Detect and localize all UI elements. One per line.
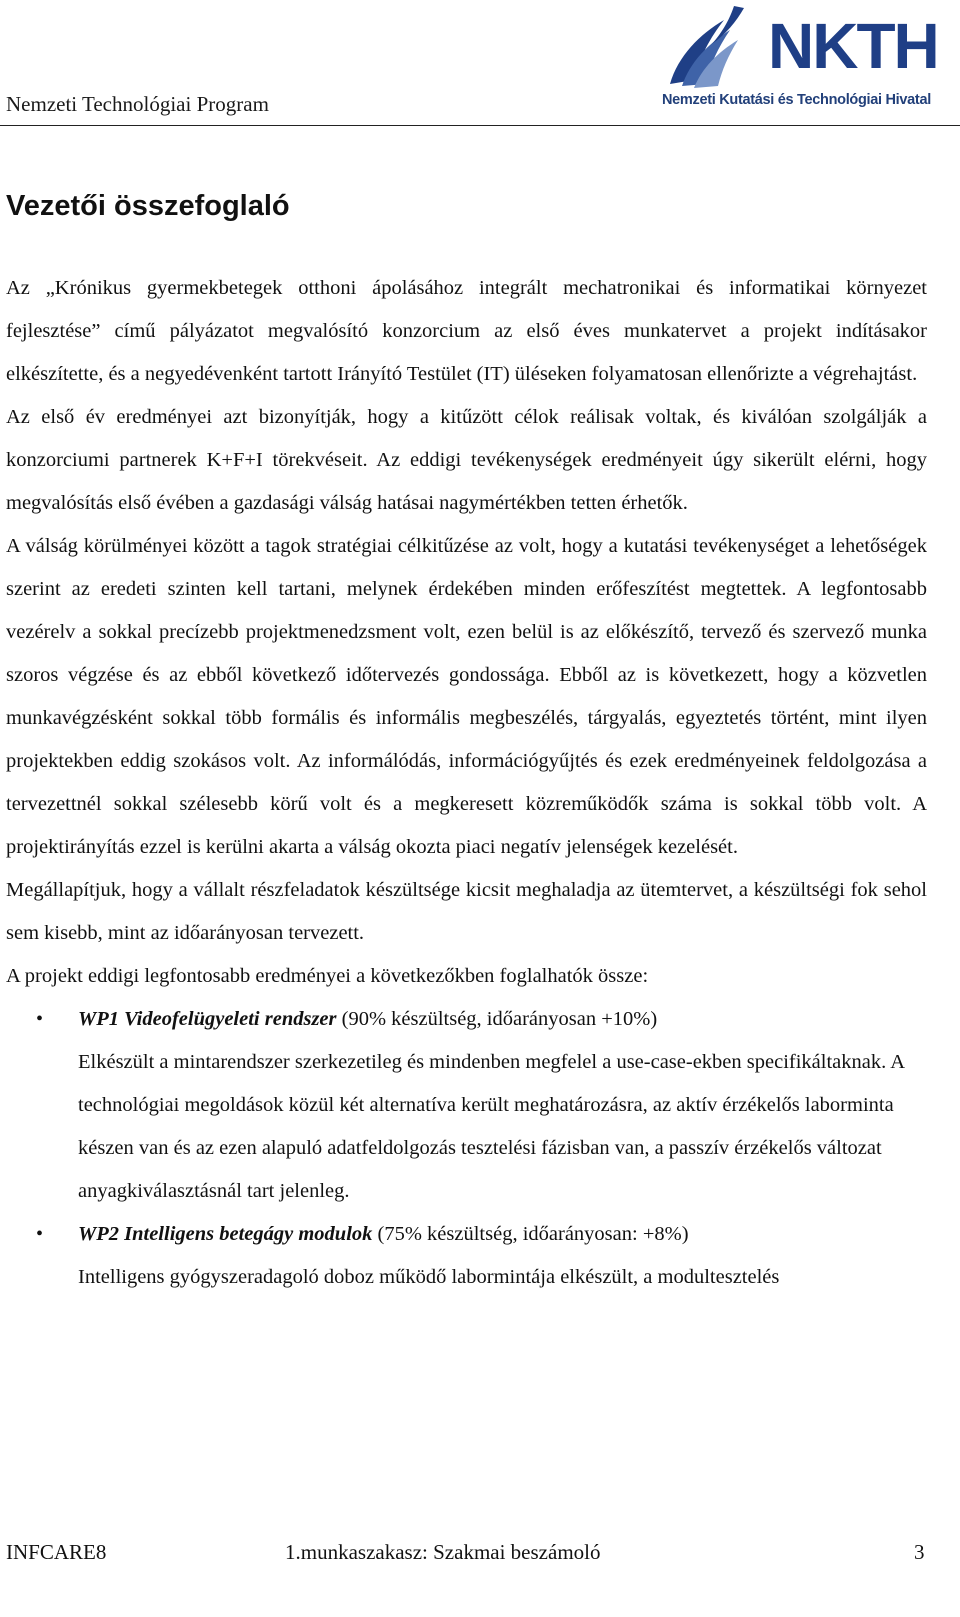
wp-description: Elkészült a mintarendszer szerkezetileg és mindenben megfelel a use-case-ekben specifikáltaknak. A technológiai megoldások közül két alternatíva került meghatározásra, az aktív érzékelős laborminta készen van és az ezen alapuló adatfeldolgozás tesztelési fázisban van, a passzív érzékelős változat anyagkiválasztásnál tart jelenleg. [78, 1051, 904, 1202]
wp-title: WP2 Intelligens betegágy modulok [78, 1223, 373, 1245]
paragraph-summary-lead: A projekt eddigi legfontosabb eredményei a következőkben foglalhatók össze: [6, 965, 649, 987]
paragraph-crisis: A válság körülményei között a tagok stratégiai célkitűzése az volt, hogy a kutatási tevékenységet a lehetőségek szerint az eredeti szinten kell tartani, melynek érdekében minden erőfeszítést megtettek. A legfontosabb vezérelv a sokkal precízebb projektmenedzsment volt, ezen belül is az előkészítő, tervező és szervező munka szoros végzése és az ebből következő időtervezés gondossága. Ebből az is következett, hogy a közvetlen munkavégzésként sokkal több formális és informális megbeszélés, tárgyalás, egyeztetés történt, mint ilyen projektekben eddig szokásos volt. Az informálódás, információgyűjtés és ezek eredményeinek feldolgozása a tervezettnél sokkal szélesebb körű volt és a megkeresett közreműködők száma is sokkal több volt. A projektirányítás ezzel is kerülni akarta a válság okozta piaci negatív jelenségek kezelését. [6, 535, 927, 858]
bullet-icon: • [36, 1008, 44, 1030]
paragraph-intro: Az „Krónikus gyermekbetegek otthoni ápolásához integrált mechatronikai és informatikai környezet fejlesztése” című pályázatot megvalósító konzorcium az első éves munkatervet a projekt indításakor elkészítette, és a negyedévenként tartott Irányító Testület (IT) üléseken folyamatosan ellenőrizte a végrehajtást. [6, 277, 927, 385]
wp-heading-line [78, 1213, 927, 1256]
wp-status: (90% készültség, időarányosan +10%) [336, 1008, 658, 1030]
logo-subtitle: Nemzeti Kutatási és Technológiai Hivatal [662, 92, 931, 108]
wp-title: WP1 Videofelügyeleti rendszer [78, 1008, 337, 1030]
list-item [6, 1213, 927, 1299]
wp-status: (75% készültség, időarányosan: +8%) [372, 1223, 689, 1245]
footer-project-code: INFCARE8 [6, 1540, 107, 1564]
wp-heading-line [78, 998, 927, 1041]
document-body [6, 267, 927, 1299]
header-title: Nemzeti Technológiai Program [6, 92, 269, 116]
list-item [6, 998, 927, 1213]
paragraph-results: Az első év eredményei azt bizonyítják, hogy a kitűzött célok reálisak voltak, és kiválóan szolgálják a konzorciumi partnerek K+F+I törekvéseit. Az eddigi tevékenységek eredményeit úgy sikerült elérni, hogy megvalósítás első évében a gazdasági válság hatásai nagymértékben tetten érhetők. [6, 406, 927, 514]
work-package-list [6, 998, 927, 1299]
page-number: 3 [914, 1540, 925, 1564]
section-heading: Vezetői összefoglaló [6, 190, 290, 222]
wp-description: Intelligens gyógyszeradagoló doboz működő labormintája elkészült, a modultesztelés [78, 1266, 780, 1288]
page-footer [0, 1540, 960, 1580]
page-header [0, 0, 960, 126]
logo-text: NKTH [768, 10, 938, 82]
footer-section-title: 1.munkaszakasz: Szakmai beszámoló [285, 1540, 601, 1564]
bullet-icon: • [36, 1223, 44, 1245]
paragraph-progress: Megállapítjuk, hogy a vállalt részfeladatok készültsége kicsit meghaladja az ütemtervet, a készültségi fok sehol sem kisebb, mint az időarányosan tervezett. [6, 879, 927, 944]
nkth-logo [660, 0, 960, 122]
